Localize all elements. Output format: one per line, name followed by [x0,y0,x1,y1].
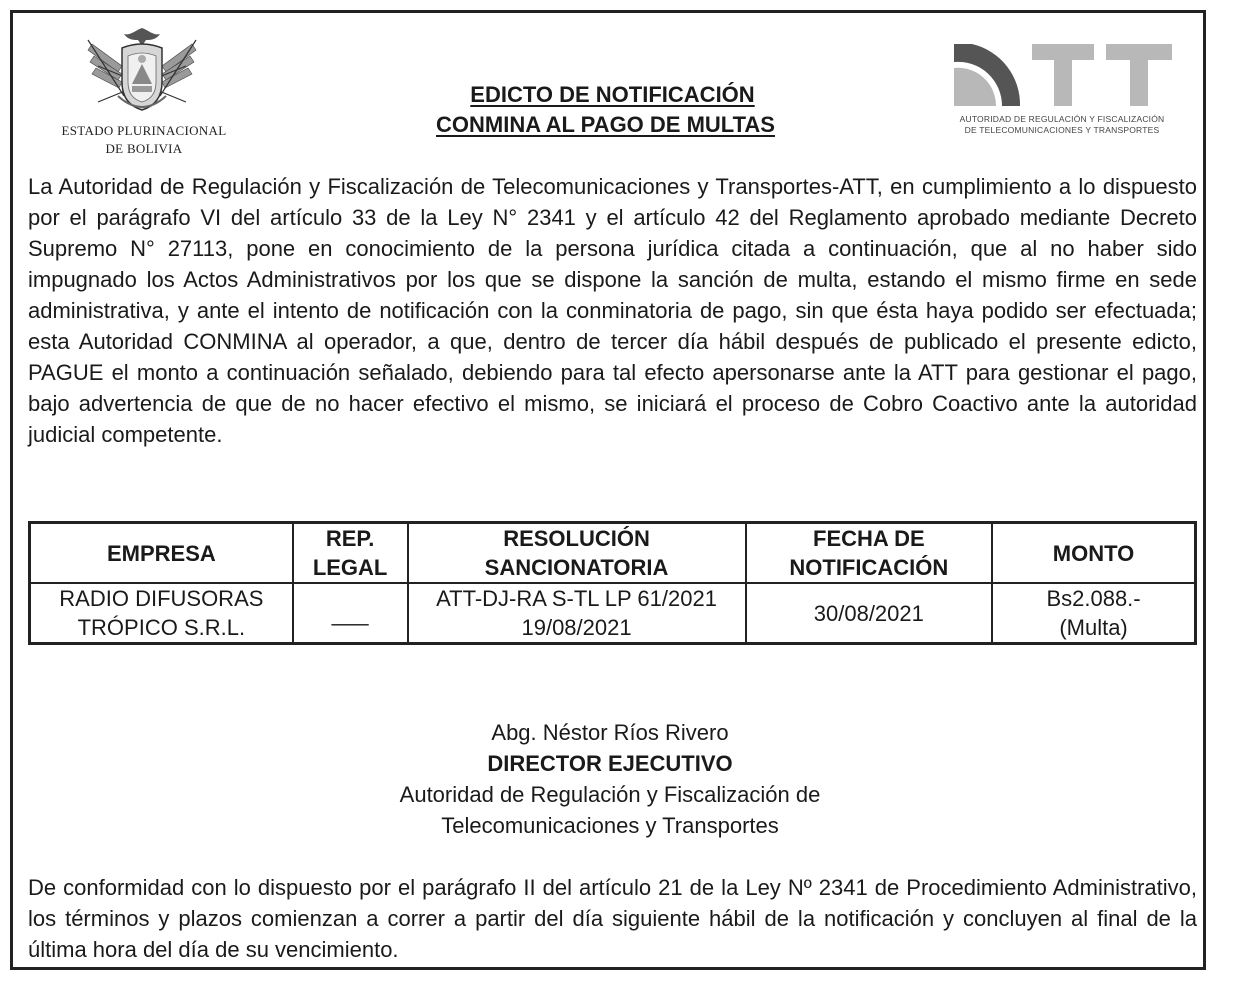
cell-empresa: RADIO DIFUSORAS TRÓPICO S.R.L. [30,583,293,644]
table-header-row [30,523,1196,584]
att-logo [950,40,1176,110]
header-resolucion: RESOLUCIÓN SANCIONATORIA [408,523,746,584]
intro-paragraph: La Autoridad de Regulación y Fiscalización de Telecomunicaciones y Transportes-ATT, en cumplimiento a lo dispuesto por el parágrafo VI del artículo 33 de la Ley N° 2341 y el artículo 42 del Reglamento aprobado mediante Decreto Supremo N° 27113, pone en conocimiento de la persona jurídica citada a continuación, que al no haber sido impugnado los Actos Administrativos por los que se dispone la sanción de multa, estando el mismo firme en sede administrativa, y ante el intento de notificación con la conminatoria de pago, sin que ésta haya podido ser efectuada; esta Autoridad CONMINA al operador, a que, dentro de tercer día hábil después de publicado el presente edicto, PAGUE el monto a continuación señalado, debiendo para tal efecto apersonarse ante la ATT para gestionar el pago, bajo advertencia de que de no hacer efectivo el mismo, se iniciará el proceso de Cobro Coactivo ante la autoridad judicial competente. [28,174,1197,447]
signature-block [300,717,920,841]
document-title [395,80,830,140]
fines-table [28,521,1197,645]
header-monto: MONTO [992,523,1195,584]
signatory-org-line-1: Autoridad de Regulación y Fiscalización de [399,782,821,807]
header-rep-legal: REP. LEGAL [293,523,408,584]
title-line-1: EDICTO DE NOTIFICACIÓN [470,82,755,107]
cell-monto: Bs2.088.- (Multa) [992,583,1195,644]
cell-fecha: 30/08/2021 [746,583,993,644]
closing-paragraph: De conformidad con lo dispuesto por el parágrafo II del artículo 21 de la Ley Nº 2341 de Procedimiento Administrativo, los términos y plazos comienzan a correr a partir del día siguiente hábil de la notificación y concluyen al final de la última hora del día de su vencimiento. [28,875,1197,962]
bolivia-coat-of-arms [78,26,206,118]
seal-caption: ESTADO PLURINACIONAL DE BOLIVIA [61,123,227,156]
cell-resolucion: ATT-DJ-RA S-TL LP 61/2021 19/08/2021 [408,583,746,644]
signatory-position: DIRECTOR EJECUTIVO [487,751,733,776]
att-logo-subtitle: AUTORIDAD DE REGULACIÓN Y FISCALIZACIÓN DE TELECOMUNICACIONES Y TRANSPORTES [959,114,1165,135]
header-fecha: FECHA DE NOTIFICACIÓN [746,523,993,584]
signatory-name: Abg. Néstor Ríos Rivero [491,720,729,745]
header-empresa: EMPRESA [30,523,293,584]
title-line-2: CONMINA AL PAGO DE MULTAS [436,112,775,137]
signatory-org-line-2: Telecomunicaciones y Transportes [441,813,779,838]
table-row [30,583,1196,644]
cell-rep-legal: ___ [293,583,408,644]
